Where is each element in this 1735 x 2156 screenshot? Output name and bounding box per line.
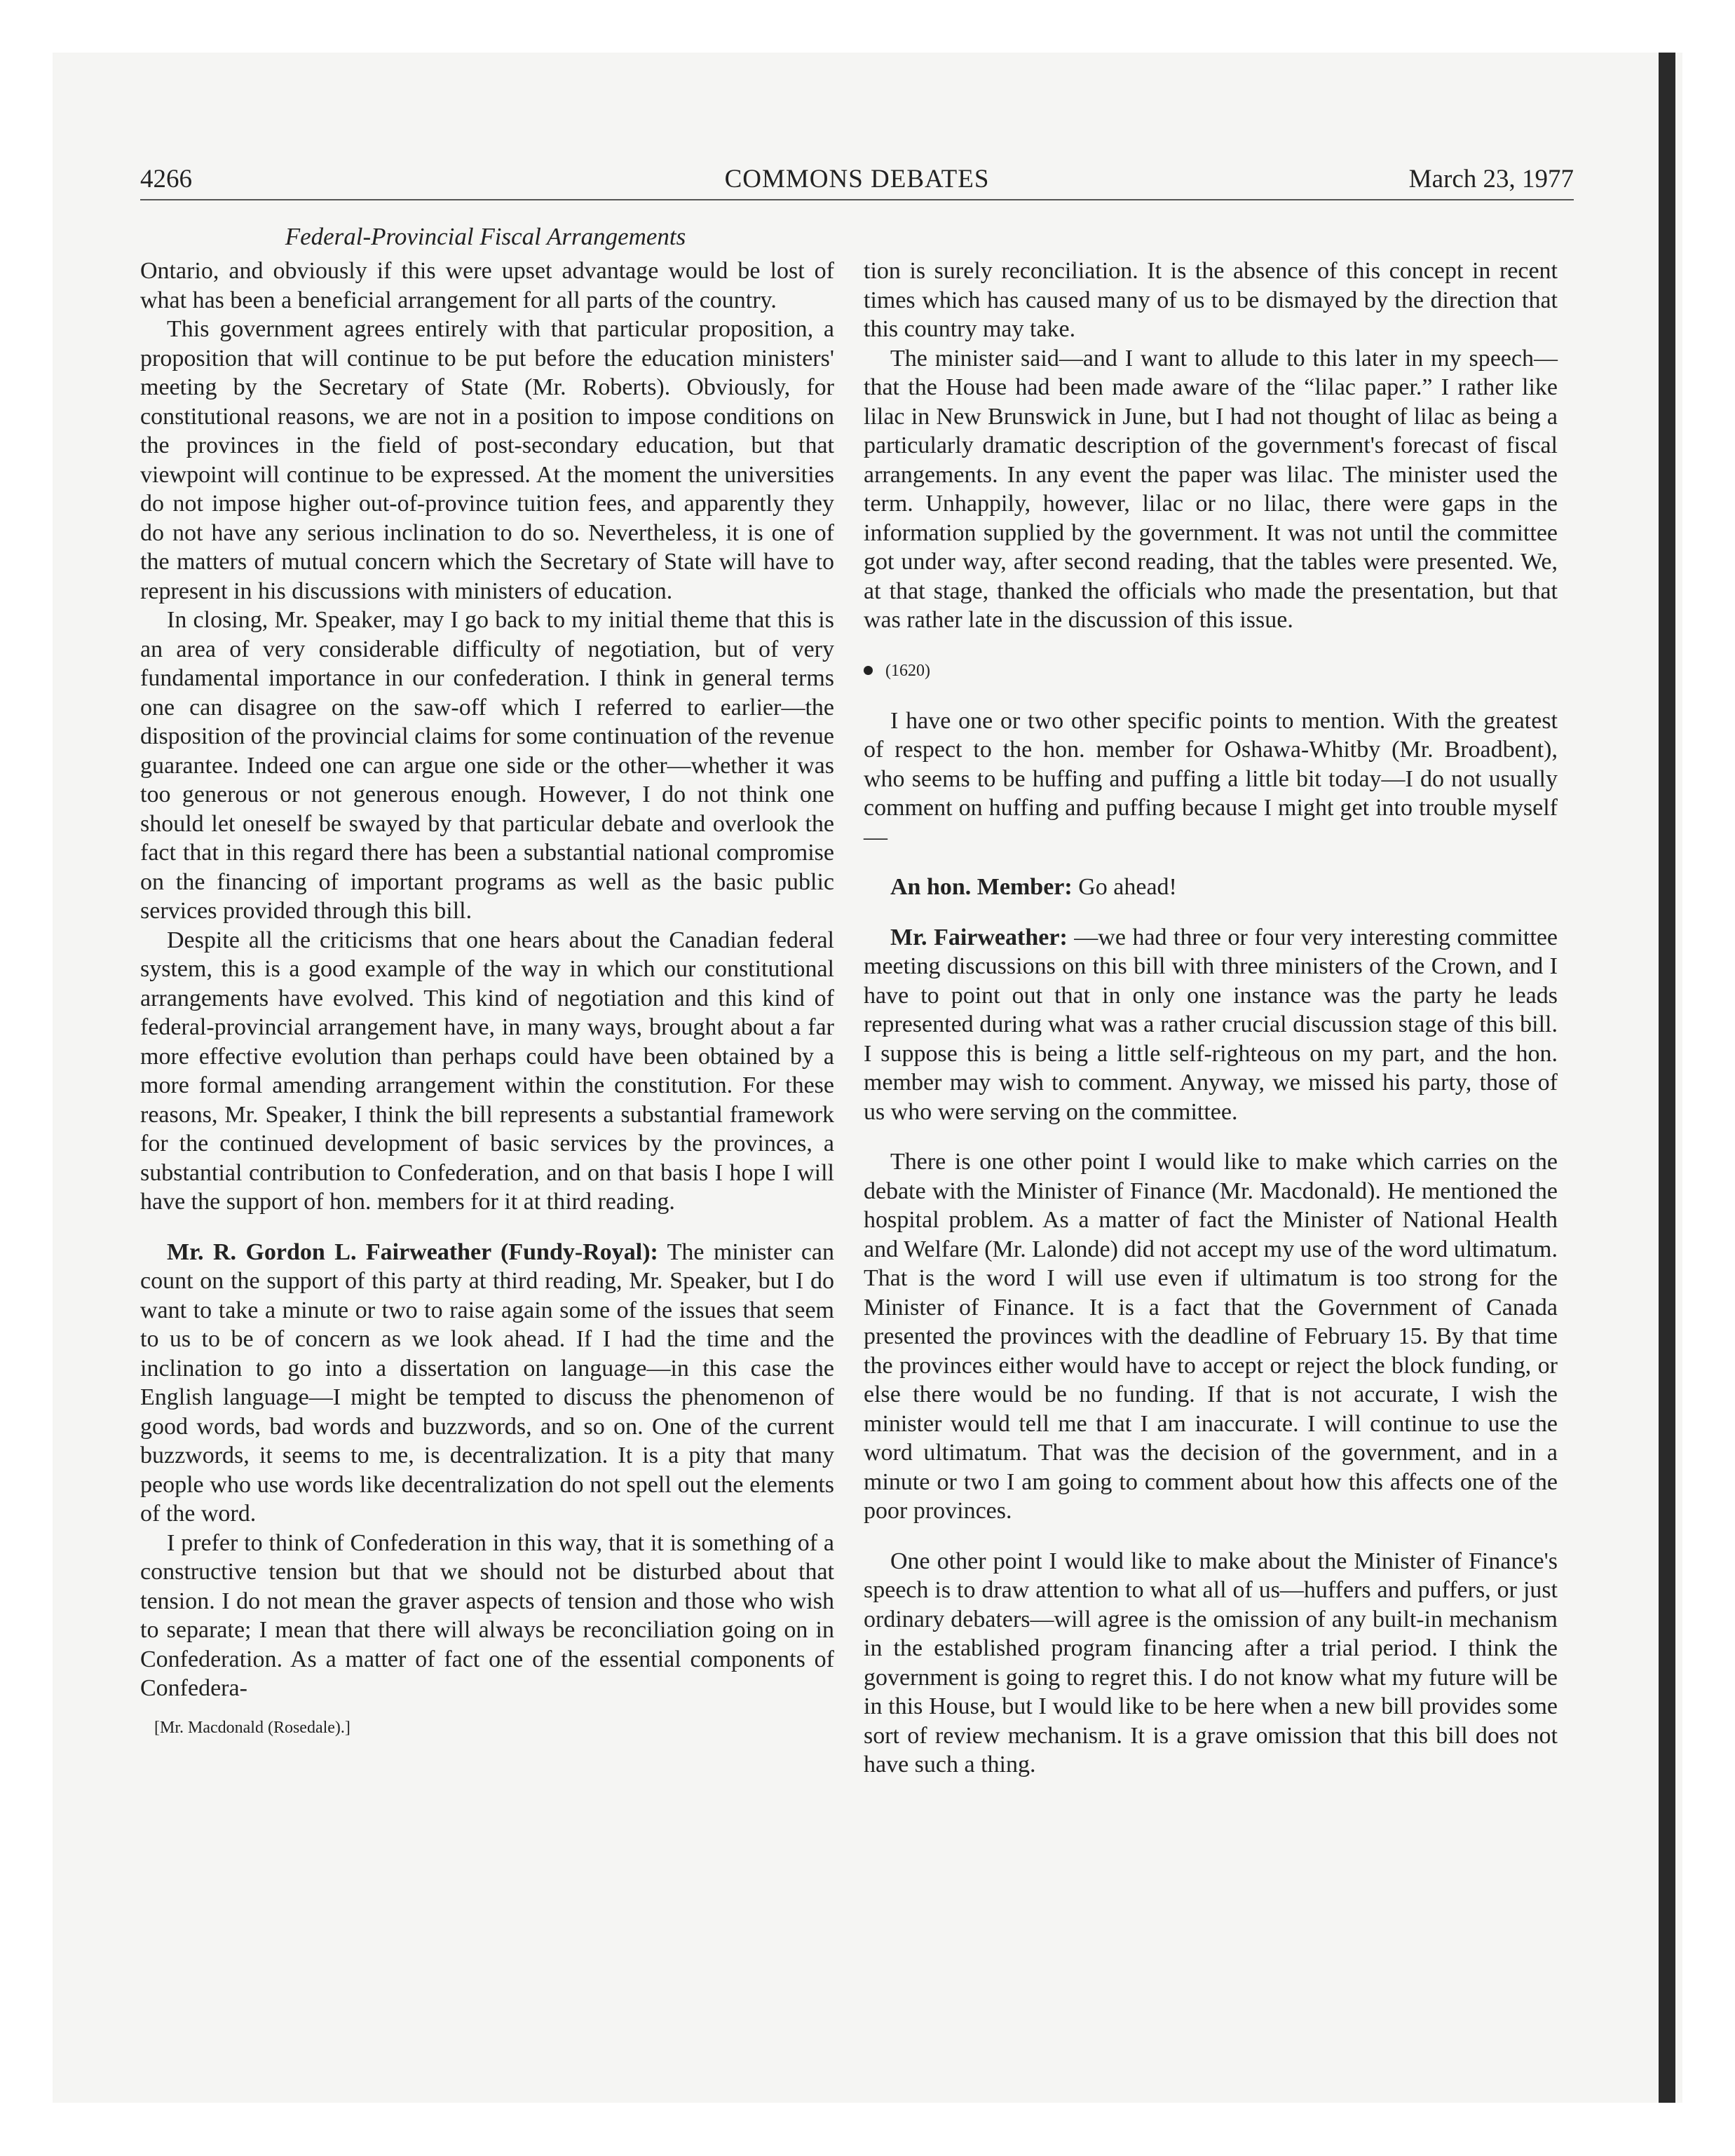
left-column [140,257,834,1738]
header-rule [140,199,1574,200]
topic-heading: Federal-Provincial Fiscal Arrangements [285,223,686,250]
time-marker [864,660,1558,681]
right-column [864,257,1558,1780]
paragraph: I have one or two other specific points to mention. With the greatest of respect to the hon. member for Oshawa-Whitby (Mr. Broadbent), who seems to be huffing and puffing a little bit today—I do not usually comment on huffing and puffing because I might get into trouble myself— [864,707,1558,850]
scan-edge-shadow [1659,53,1675,2103]
page-header [140,163,1574,196]
publication-title: COMMONS DEBATES [724,165,990,193]
speech-paragraph [140,1238,834,1529]
speaker-name: Mr. R. Gordon L. Fairweather (Fundy-Royal): [167,1239,658,1265]
time-marker-label: (1620) [885,661,930,680]
speaker-footnote: [Mr. Macdonald (Rosedale).] [154,1718,351,1737]
paragraph: The minister said—and I want to allude to this later in my speech—that the House had been made aware of the “lilac paper.” I rather like lilac in New Brunswick in June, but I had not thought of lilac as being a particularly dramatic description of the government's forecast of fiscal arrangements. In any event the paper was lilac. The minister used the term. Unhappily, however, lilac or no lilac, there were gaps in the information supplied by the government. It was not until the committee got under way, after second reading, that the tables were presented. We, at that stage, thanked the officials who made the presentation, but that was rather late in the discussion of this issue. [864,345,1558,633]
issue-date: March 23, 1977 [1408,165,1574,193]
paragraph: One other point I would like to make about the Minister of Finance's speech is to draw attention to what all of us—huffers and puffers, or just ordinary debaters—will agree is the omission of any built-in mechanism in the established program financing after a trial period. I think the government is going to regret this. I do not know what my future will be in this House, but I would like to be here when a new bill provides some sort of review mechanism. It is a grave omission that this bill does not have such a thing. [864,1548,1558,1778]
paragraph: I prefer to think of Confederation in this way, that it is something of a constructive tension but that we should not be disturbed about that tension. I do not mean the graver aspects of tension and those who wish to separate; I mean that there will always be reconciliation going on in Confederation. As a matter of fact one of the essential components of Confedera- [140,1529,834,1701]
paragraph: In closing, Mr. Speaker, may I go back to my initial theme that this is an area of very considerable difficulty of negotiation, but of very fundamental importance in our confederation. I think in general terms one can disagree on the saw-off which I referred to earlier—the disposition of the provincial claims for some continuation of the revenue guarantee. Indeed one can argue one side or the other—whether it was too generous or not generous enough. However, I do not think one should let oneself be swayed by that particular debate and overlook the fact that in this regard there has been a substantial national compromise on the financing of important programs as well as the basic public services provided through this bill. [140,607,834,924]
speech-text: The minister can count on the support of this party at third reading, Mr. Speaker, but I do want to take a minute or two to raise again some of the issues that seem to us to be of concern as we look ahead. If I had the time and the inclination to go into a dissertation on language—in this case the English language—I might be tempted to discuss the phenomenon of good words, bad words and buzzwords, and so on. One of the current buzzwords, it seems to me, is decentralization. It is a pity that many people who use words like decentralization do not spell out the elements of the word. [140,1239,834,1527]
speaker-name: Mr. Fairweather: [890,924,1068,950]
paragraph: Ontario, and obviously if this were upset advantage would be lost of what has been a beneficial arrangement for all parts of the country. [140,258,834,313]
paragraph: There is one other point I would like to make which carries on the debate with the Minister of Finance (Mr. Macdonald). He mentioned the hospital problem. As a matter of fact the Minister of National Health and Welfare (Mr. Lalonde) did not accept my use of the word ultimatum. That is the word I will use even if ultimatum is too strong for the Minister of Finance. It is a fact that the Government of Canada presented the provinces with the deadline of February 15. By that time the provinces either would have to accept or reject the block funding, or else there would be no funding. If that is not accurate, I wish the minister would tell me that I am inaccurate. I will continue to use the word ultimatum. That was the decision of the government, and in a minute or two I am going to comment about how this affects one of the poor provinces. [864,1149,1558,1524]
speech-text: Go ahead! [1072,874,1177,900]
paragraph: tion is surely reconciliation. It is the absence of this concept in recent times which has caused many of us to be dismayed by the direction that this country may take. [864,258,1558,342]
paragraph: Despite all the criticisms that one hears about the Canadian federal system, this is a good example of the way in which our constitutional arrangements have evolved. This kind of negotiation and this kind of federal-provincial arrangement have, in many ways, brought about a far more effective evolution than perhaps could have been obtained by a more formal amending arrangement within the constitution. For these reasons, Mr. Speaker, I think the bill represents a substantial framework for the continued development of basic services by the provinces, a substantial contribution to Confederation, and on that basis I hope I will have the support of hon. members for it at third reading. [140,927,834,1215]
speech-text: —we had three or four very interesting committee meeting discussions on this bill with three ministers of the Crown, and I have to point out that in only one instance was the party he leads represented during what was a rather crucial discussion stage of this bill. I suppose this is being a little self-righteous on my part, and the hon. member may wish to comment. Anyway, we missed his party, those of us who were serving on the committee. [864,924,1558,1125]
page-number: 4266 [140,165,192,193]
paragraph: This government agrees entirely with that particular proposition, a proposition that will continue to be put before the education ministers' meeting by the Secretary of State (Mr. Roberts). Obviously, for constitutional reasons, we are not in a position to impose conditions on the provinces in the field of post-secondary education, but that viewpoint will continue to be expressed. At the moment the universities do not impose higher out-of-province tuition fees, and apparently they do not have any serious inclination to do so. Nevertheless, it is one of the matters of mutual concern which the Secretary of State will have to represent in his discussions with ministers of education. [140,316,834,604]
speaker-name: An hon. Member: [890,874,1073,900]
speech-paragraph [864,873,1558,902]
speech-paragraph [864,923,1558,1127]
bullet-dot-icon [864,666,873,675]
